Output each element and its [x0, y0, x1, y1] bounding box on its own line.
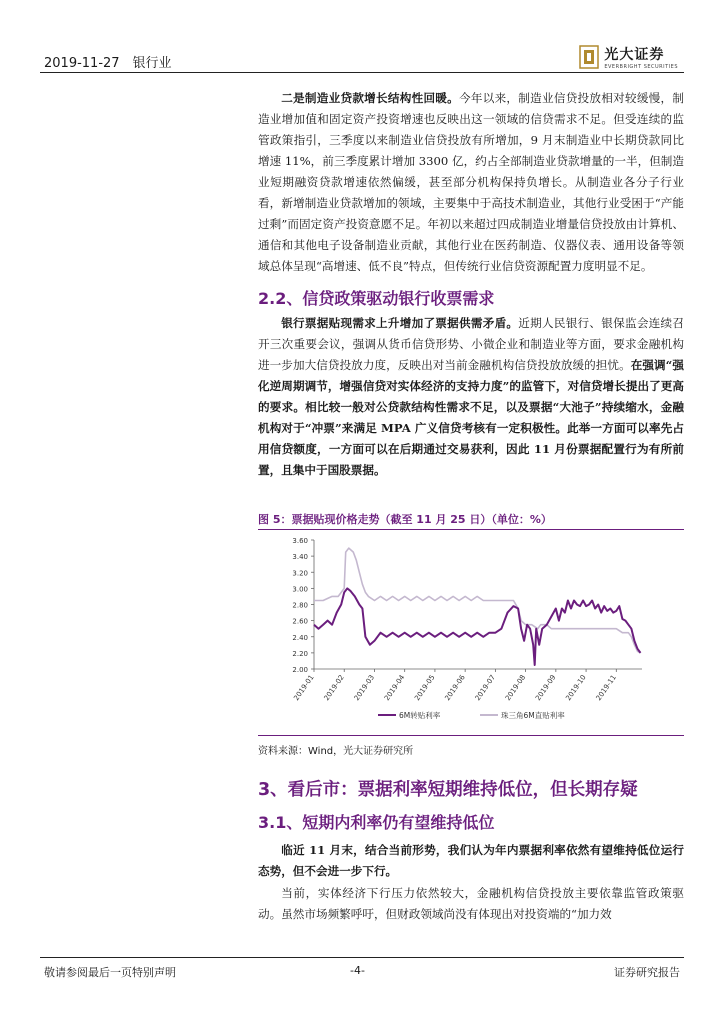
chart-legend	[378, 710, 565, 720]
section-heading-3-1: 3.1、短期内利率仍有望维持低位	[258, 813, 495, 832]
series-lines	[314, 548, 641, 665]
logo-english-name: EVERBRIGHT SECURITIES	[604, 64, 678, 70]
paragraph-bold-text: 临近 11 月末，结合当前形势，我们认为年内票据利率依然有望维持低位运行态势，但不会进一步下行。	[258, 843, 684, 878]
x-tick-label: 2019-11	[594, 673, 618, 703]
legend-label: 6M转贴利率	[399, 711, 441, 720]
paragraph-bold-text: 在强调“强化逆周期调节，增强信贷对实体经济的支持力度”的监管下，对信贷增长提出了更高的要求。相比较一般对公贷款结构性需求不足，以及票据“大池子”持续缩水，金融机构对于“冲票”来满足 MPA 广义信贷考核有一定积极性。此举一方面可以率先占用信贷额度，一方面可以在后期通过交易获利，因此 11 月份票据配置行为有所前置，且集中于国股票据。	[258, 358, 684, 477]
y-tick-label: 2.40	[292, 633, 308, 642]
y-tick-label: 3.40	[292, 553, 308, 562]
footer-disclaimer: 敬请参阅最后一页特别声明	[44, 966, 176, 979]
footer-report-type: 证券研究报告	[614, 966, 680, 979]
y-tick-label: 2.00	[292, 666, 308, 674]
figure-bottom-rule	[258, 735, 684, 736]
logo-chinese-name: 光大证券	[604, 47, 665, 63]
report-date-section: 2019-11-27 银行业	[44, 56, 172, 71]
paragraph-bill-demand	[258, 313, 684, 481]
section-heading-3: 3、看后市：票据利率短期维持低位，但长期存疑	[258, 780, 638, 800]
x-tick-label: 2019-05	[413, 673, 437, 703]
paragraph-manufacturing-loans	[258, 88, 684, 277]
chart-svg	[258, 528, 678, 728]
logo-icon	[578, 44, 600, 70]
x-tick-label: 2019-01	[292, 673, 316, 703]
x-tick-label: 2019-02	[322, 673, 346, 703]
paragraph-text: 近期人民银行、银保监会连续召开三次重要会议，强调从货币信贷形势、小微企业和制造业等方面，要求金融机构进一步加大信贷投放力度，反映出对当前金融机构信贷投放放缓的担忧。	[258, 316, 684, 372]
x-axis	[292, 669, 642, 702]
paragraph-text: 今年以来，制造业信贷投放相对较缓慢，制造业增加值和固定资产投资增速也反映出这一领域的信贷需求不足。但受连续的监管政策指引，三季度以来制造业信贷投放有所增加，9 月末制造业中长期贷款同比增速 11%，前三季度累计增加 3300 亿，约占全部制造业贷款增量的一半，但制造业短期融资贷款增速依然偏缓，甚至部分机构保持负增长。从制造业各分子行业看，新增制造业贷款增加的领域，主要集中于高技术制造业，其他行业受困于“产能过剩”而固定资产投资意愿不足。年初以来超过四成制造业增量信贷投放由计算机、通信和其他电子设备制造业贡献，其他行业在医药制造、仪器仪表、通用设备等领域总体呈现“高增速、低不良”特点，但传统行业信贷资源配置力度明显不足。	[258, 91, 684, 273]
x-tick-label: 2019-04	[382, 673, 407, 703]
y-tick-label: 2.80	[292, 601, 308, 610]
company-logo	[578, 44, 678, 70]
y-tick-label: 3.00	[292, 585, 308, 594]
page-number: -4-	[350, 964, 365, 977]
y-axis	[292, 537, 314, 674]
y-tick-label: 2.60	[292, 617, 308, 626]
footer-divider	[40, 957, 684, 958]
y-tick-label: 2.20	[292, 649, 308, 658]
x-tick-label: 2019-08	[503, 673, 528, 703]
y-tick-label: 3.20	[292, 569, 308, 578]
x-tick-label: 2019-03	[352, 673, 377, 703]
series-line-1	[314, 588, 641, 665]
paragraph-lead: 二是制造业贷款增长结构性回暖。	[281, 91, 460, 105]
bill-rate-chart	[258, 528, 678, 732]
paragraph-economy	[258, 883, 684, 925]
legend-label: 珠三角6M直贴利率	[501, 711, 565, 720]
x-tick-label: 2019-09	[534, 673, 558, 703]
paragraph-lead: 银行票据贴现需求上升增加了票据供需矛盾。	[281, 316, 519, 330]
figure-caption: 图 5：票据贴现价格走势（截至 11 月 25 日）（单位：%）	[258, 513, 552, 526]
x-tick-label: 2019-06	[443, 673, 467, 703]
x-tick-label: 2019-10	[564, 673, 588, 703]
paragraph-short-term-outlook	[258, 840, 684, 882]
paragraph-text: 当前，实体经济下行压力依然较大，金融机构信贷投放主要依靠监管政策驱动。虽然市场频繁呼吁，但财政领域尚没有体现出对投资端的“加力效	[258, 886, 684, 921]
header-divider	[40, 72, 684, 73]
x-tick-label: 2019-07	[473, 673, 498, 703]
y-tick-label: 3.60	[292, 537, 308, 545]
section-heading-2-2: 2.2、信贷政策驱动银行收票需求	[258, 289, 495, 308]
figure-source: 资料来源：Wind，光大证券研究所	[258, 746, 414, 757]
